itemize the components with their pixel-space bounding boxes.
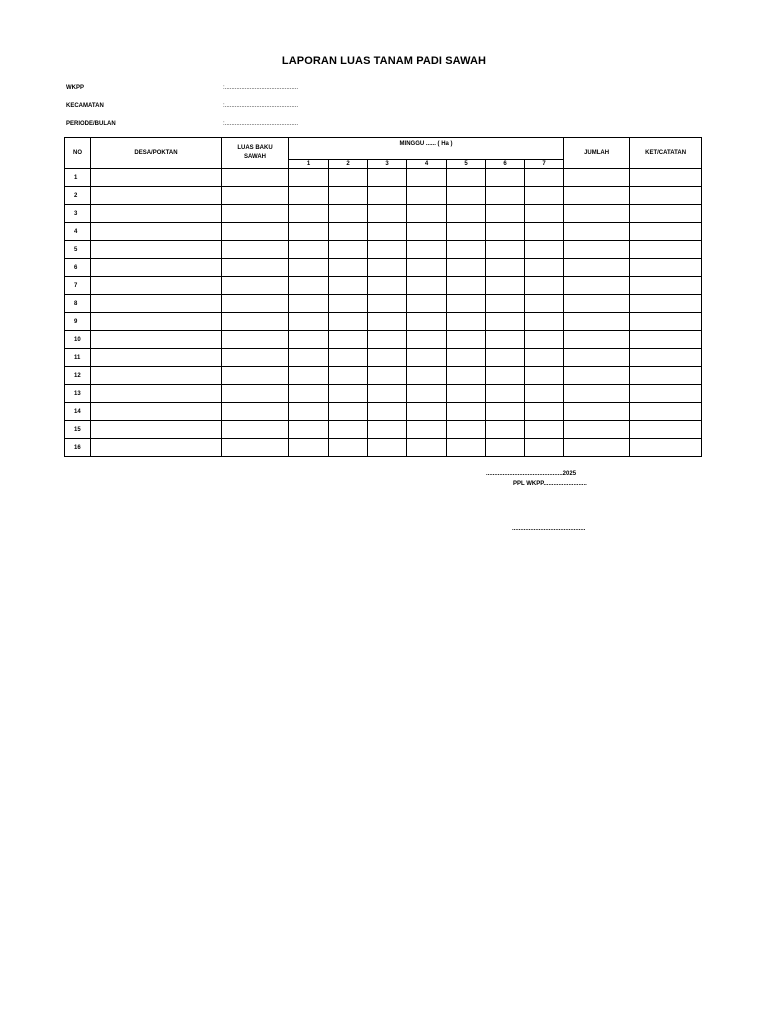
table-cell[interactable] <box>564 367 630 385</box>
table-cell[interactable] <box>329 385 368 403</box>
table-cell[interactable] <box>525 241 564 259</box>
table-cell[interactable] <box>289 205 329 223</box>
table-cell[interactable] <box>329 241 368 259</box>
table-cell[interactable] <box>525 439 564 457</box>
table-cell[interactable] <box>630 349 702 367</box>
table-cell[interactable] <box>91 259 222 277</box>
table-cell[interactable] <box>222 187 289 205</box>
table-cell[interactable] <box>368 223 407 241</box>
page-title: LAPORAN LUAS TANAM PADI SAWAH <box>281 55 487 67</box>
table-cell[interactable] <box>91 205 222 223</box>
table-cell[interactable] <box>564 313 630 331</box>
table-cell[interactable] <box>447 313 486 331</box>
table-cell[interactable] <box>222 223 289 241</box>
table-cell[interactable] <box>564 439 630 457</box>
header-no: NO <box>65 138 91 169</box>
table-cell[interactable] <box>564 241 630 259</box>
signature-name: ............................................ <box>512 526 586 532</box>
table-cell[interactable] <box>407 313 447 331</box>
signature-role: PPL WKPP.......................... <box>513 481 587 487</box>
table-cell[interactable] <box>289 259 329 277</box>
table-cell[interactable] <box>486 241 525 259</box>
table-row <box>65 349 702 367</box>
header-luas-line1: LUAS BAKU <box>237 145 273 151</box>
header-week-6: 6 <box>486 160 525 169</box>
table-cell[interactable] <box>368 403 407 421</box>
table-cell[interactable] <box>289 421 329 439</box>
table-cell[interactable] <box>486 223 525 241</box>
table-row <box>65 169 702 187</box>
header-luas-baku-sawah <box>222 138 289 169</box>
table-cell[interactable] <box>630 367 702 385</box>
table-row <box>65 187 702 205</box>
table-cell[interactable] <box>222 259 289 277</box>
table-cell[interactable] <box>525 385 564 403</box>
table-cell[interactable] <box>289 241 329 259</box>
table-cell[interactable] <box>368 313 407 331</box>
table-cell[interactable] <box>368 439 407 457</box>
row-number: 2 <box>65 187 91 205</box>
meta-periode-label: PERIODE/BULAN <box>66 121 116 127</box>
table-cell[interactable] <box>91 295 222 313</box>
table-cell[interactable] <box>91 439 222 457</box>
table-cell[interactable] <box>407 439 447 457</box>
table-cell[interactable] <box>91 277 222 295</box>
meta-kecamatan-label: KECAMATAN <box>66 103 104 109</box>
table-row <box>65 421 702 439</box>
table-cell[interactable] <box>486 349 525 367</box>
table-cell[interactable] <box>447 277 486 295</box>
meta-wkpp-label: WKPP <box>66 85 84 91</box>
table-cell[interactable] <box>222 205 289 223</box>
header-week-2: 2 <box>329 160 368 169</box>
row-number: 6 <box>65 259 91 277</box>
table-cell[interactable] <box>222 385 289 403</box>
table-cell[interactable] <box>486 295 525 313</box>
table-cell[interactable] <box>368 169 407 187</box>
table-row <box>65 241 702 259</box>
table-cell[interactable] <box>407 403 447 421</box>
row-number: 7 <box>65 277 91 295</box>
row-number: 15 <box>65 421 91 439</box>
table-cell[interactable] <box>407 277 447 295</box>
row-number: 4 <box>65 223 91 241</box>
table-cell[interactable] <box>329 403 368 421</box>
table-cell[interactable] <box>368 385 407 403</box>
table-cell[interactable] <box>407 331 447 349</box>
table-cell[interactable] <box>447 367 486 385</box>
table-cell[interactable] <box>91 349 222 367</box>
table-cell[interactable] <box>486 367 525 385</box>
row-number: 12 <box>65 367 91 385</box>
table-cell[interactable] <box>91 241 222 259</box>
table-cell[interactable] <box>329 187 368 205</box>
table-cell[interactable] <box>407 169 447 187</box>
table-cell[interactable] <box>329 439 368 457</box>
table-cell[interactable] <box>630 205 702 223</box>
table-row <box>65 439 702 457</box>
table-cell[interactable] <box>407 385 447 403</box>
table-cell[interactable] <box>447 205 486 223</box>
table-cell[interactable] <box>368 187 407 205</box>
table-cell[interactable] <box>329 259 368 277</box>
table-cell[interactable] <box>447 223 486 241</box>
table-cell[interactable] <box>630 241 702 259</box>
table-cell[interactable] <box>630 403 702 421</box>
table-cell[interactable] <box>447 439 486 457</box>
table-cell[interactable] <box>447 187 486 205</box>
table-cell[interactable] <box>289 403 329 421</box>
header-week-4: 4 <box>407 160 447 169</box>
row-number: 9 <box>65 313 91 331</box>
header-minggu: MINGGU ...... ( Ha ) <box>289 138 564 160</box>
table-cell[interactable] <box>630 313 702 331</box>
header-week-7: 7 <box>525 160 564 169</box>
table-cell[interactable] <box>486 421 525 439</box>
table-cell[interactable] <box>447 403 486 421</box>
row-number: 3 <box>65 205 91 223</box>
table-cell[interactable] <box>447 169 486 187</box>
table-cell[interactable] <box>525 187 564 205</box>
meta-wkpp-value: :............................................ <box>223 85 299 91</box>
table-cell[interactable] <box>525 313 564 331</box>
table-row <box>65 367 702 385</box>
table-cell[interactable] <box>407 223 447 241</box>
meta-periode-value: :............................................ <box>223 121 299 127</box>
table-cell[interactable] <box>525 349 564 367</box>
table-row <box>65 295 702 313</box>
table-cell[interactable] <box>564 259 630 277</box>
table-cell[interactable] <box>289 349 329 367</box>
table-cell[interactable] <box>564 205 630 223</box>
table-cell[interactable] <box>222 277 289 295</box>
table-row <box>65 259 702 277</box>
table-cell[interactable] <box>447 241 486 259</box>
table-cell[interactable] <box>368 349 407 367</box>
table-cell[interactable] <box>447 349 486 367</box>
table-row <box>65 331 702 349</box>
table-cell[interactable] <box>222 169 289 187</box>
table-cell[interactable] <box>407 421 447 439</box>
table-row <box>65 403 702 421</box>
table-cell[interactable] <box>630 385 702 403</box>
table-cell[interactable] <box>368 277 407 295</box>
table-cell[interactable] <box>91 403 222 421</box>
table-row <box>65 385 702 403</box>
table-cell[interactable] <box>525 259 564 277</box>
table-body <box>65 169 702 457</box>
table-cell[interactable] <box>564 385 630 403</box>
table-cell[interactable] <box>564 169 630 187</box>
table-cell[interactable] <box>289 295 329 313</box>
table-cell[interactable] <box>486 385 525 403</box>
table-cell[interactable] <box>289 367 329 385</box>
table-cell[interactable] <box>329 277 368 295</box>
table-cell[interactable] <box>447 259 486 277</box>
table-cell[interactable] <box>289 313 329 331</box>
signature-date: ..............................................2025 <box>486 471 577 477</box>
table-cell[interactable] <box>368 421 407 439</box>
table-cell[interactable] <box>564 295 630 313</box>
table-cell[interactable] <box>525 403 564 421</box>
table-cell[interactable] <box>447 331 486 349</box>
table-cell[interactable] <box>630 259 702 277</box>
table-cell[interactable] <box>289 223 329 241</box>
table-cell[interactable] <box>368 367 407 385</box>
table-cell[interactable] <box>91 331 222 349</box>
table-cell[interactable] <box>368 295 407 313</box>
table-cell[interactable] <box>525 421 564 439</box>
table-row <box>65 223 702 241</box>
header-week-3: 3 <box>368 160 407 169</box>
table-cell[interactable] <box>407 187 447 205</box>
table-cell[interactable] <box>525 169 564 187</box>
table-cell[interactable] <box>368 259 407 277</box>
table-cell[interactable] <box>91 313 222 331</box>
table-cell[interactable] <box>368 241 407 259</box>
table-cell[interactable] <box>486 277 525 295</box>
table-cell[interactable] <box>447 295 486 313</box>
table-cell[interactable] <box>407 259 447 277</box>
row-number: 14 <box>65 403 91 421</box>
table-cell[interactable] <box>630 169 702 187</box>
table-cell[interactable] <box>525 205 564 223</box>
table-cell[interactable] <box>222 313 289 331</box>
header-desa-poktan: DESA/POKTAN <box>91 138 222 169</box>
table-cell[interactable] <box>91 421 222 439</box>
table-cell[interactable] <box>329 169 368 187</box>
header-week-5: 5 <box>447 160 486 169</box>
table-cell[interactable] <box>329 223 368 241</box>
table-cell[interactable] <box>222 349 289 367</box>
row-number: 5 <box>65 241 91 259</box>
table-cell[interactable] <box>564 403 630 421</box>
table-cell[interactable] <box>486 169 525 187</box>
table-cell[interactable] <box>407 349 447 367</box>
table-cell[interactable] <box>407 367 447 385</box>
row-number: 16 <box>65 439 91 457</box>
table-cell[interactable] <box>222 295 289 313</box>
table-cell[interactable] <box>407 241 447 259</box>
row-number: 13 <box>65 385 91 403</box>
table-cell[interactable] <box>289 277 329 295</box>
table-cell[interactable] <box>91 385 222 403</box>
table-cell[interactable] <box>289 169 329 187</box>
header-week-1: 1 <box>289 160 329 169</box>
table-cell[interactable] <box>486 331 525 349</box>
table-cell[interactable] <box>564 331 630 349</box>
table-cell[interactable] <box>289 187 329 205</box>
row-number: 11 <box>65 349 91 367</box>
table-cell[interactable] <box>525 331 564 349</box>
table-cell[interactable] <box>329 367 368 385</box>
table-cell[interactable] <box>564 223 630 241</box>
table-row <box>65 277 702 295</box>
table-cell[interactable] <box>329 331 368 349</box>
header-jumlah: JUMLAH <box>564 138 630 169</box>
table-cell[interactable] <box>91 169 222 187</box>
table-cell[interactable] <box>289 331 329 349</box>
table-cell[interactable] <box>368 205 407 223</box>
table-cell[interactable] <box>630 223 702 241</box>
table-cell[interactable] <box>486 205 525 223</box>
table-cell[interactable] <box>630 421 702 439</box>
table-cell[interactable] <box>630 187 702 205</box>
table-cell[interactable] <box>564 421 630 439</box>
table-cell[interactable] <box>329 421 368 439</box>
table-cell[interactable] <box>368 331 407 349</box>
table-cell[interactable] <box>525 295 564 313</box>
table-cell[interactable] <box>329 349 368 367</box>
table-cell[interactable] <box>630 277 702 295</box>
table-cell[interactable] <box>329 313 368 331</box>
table-cell[interactable] <box>91 367 222 385</box>
report-table <box>64 137 702 457</box>
table-cell[interactable] <box>407 295 447 313</box>
table-cell[interactable] <box>486 259 525 277</box>
table-cell[interactable] <box>630 295 702 313</box>
header-luas-line2: SAWAH <box>243 154 266 160</box>
table-row <box>65 313 702 331</box>
table-cell[interactable] <box>630 439 702 457</box>
table-cell[interactable] <box>91 223 222 241</box>
table-cell[interactable] <box>329 205 368 223</box>
table-cell[interactable] <box>486 439 525 457</box>
table-cell[interactable] <box>222 367 289 385</box>
table-row <box>65 205 702 223</box>
table-cell[interactable] <box>222 421 289 439</box>
table-cell[interactable] <box>486 313 525 331</box>
row-number: 10 <box>65 331 91 349</box>
table-cell[interactable] <box>447 385 486 403</box>
table-cell[interactable] <box>91 187 222 205</box>
meta-kecamatan-value: :............................................ <box>223 103 299 109</box>
table-cell[interactable] <box>447 421 486 439</box>
table-cell[interactable] <box>289 439 329 457</box>
table-cell[interactable] <box>564 277 630 295</box>
table-cell[interactable] <box>564 349 630 367</box>
table-cell[interactable] <box>525 223 564 241</box>
table-cell[interactable] <box>222 439 289 457</box>
table-cell[interactable] <box>525 367 564 385</box>
table-cell[interactable] <box>289 385 329 403</box>
table-cell[interactable] <box>564 187 630 205</box>
table-cell[interactable] <box>222 241 289 259</box>
row-number: 1 <box>65 169 91 187</box>
table-cell[interactable] <box>329 295 368 313</box>
table-cell[interactable] <box>630 331 702 349</box>
table-cell[interactable] <box>407 205 447 223</box>
table-cell[interactable] <box>525 277 564 295</box>
header-ket-catatan: KET/CATATAN <box>630 138 702 169</box>
row-number: 8 <box>65 295 91 313</box>
table-cell[interactable] <box>222 331 289 349</box>
table-cell[interactable] <box>222 403 289 421</box>
table-cell[interactable] <box>486 403 525 421</box>
table-cell[interactable] <box>486 187 525 205</box>
